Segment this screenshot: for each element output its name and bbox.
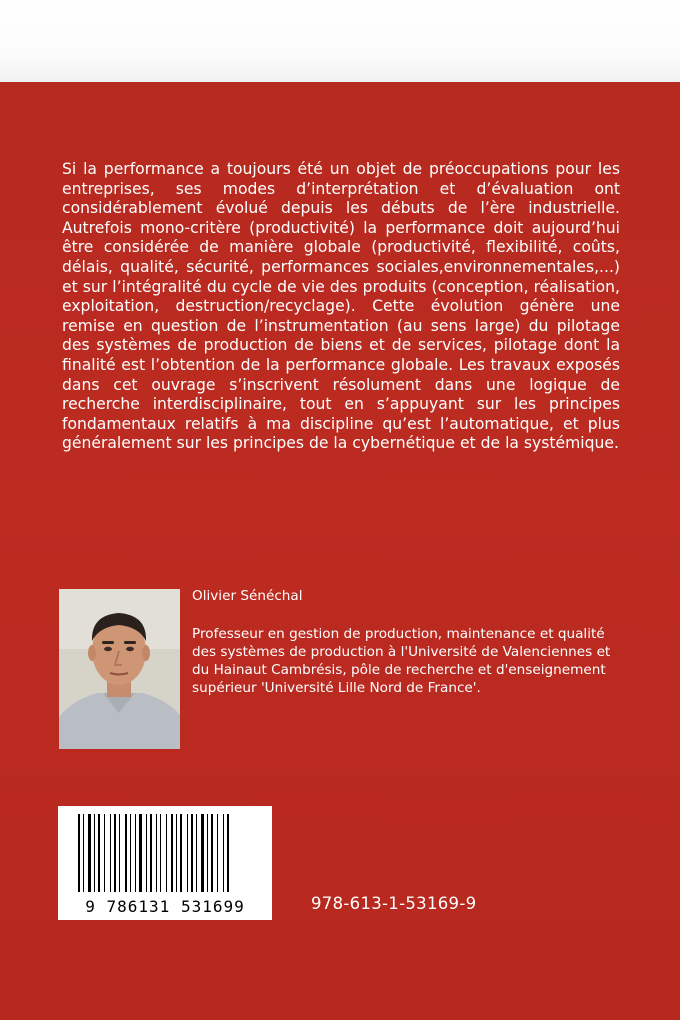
barcode-bar: [180, 814, 182, 892]
barcode-bar: [201, 814, 204, 892]
barcode-bar: [104, 814, 105, 892]
barcode-bar: [227, 814, 229, 892]
barcode-bar: [110, 814, 111, 892]
barcode-bar: [130, 814, 131, 892]
author-bio: Professeur en gestion de production, maintenance et qualité des systèmes de production à l'Université de Valenciennes et du Hainaut Cambrésis, pôle de recherche et d'enseignement supérieur 'Université Lille Nord de France'.: [192, 626, 611, 696]
barcode-bar: [166, 814, 167, 892]
barcode-bar: [135, 814, 136, 892]
barcode-bar: [156, 814, 157, 892]
top-white-margin: [0, 0, 680, 82]
barcode-bar: [196, 814, 197, 892]
barcode: [58, 806, 272, 920]
barcode-bar: [187, 814, 188, 892]
barcode-bar: [146, 814, 147, 892]
barcode-bar: [150, 814, 152, 892]
barcode-bar: [78, 814, 80, 892]
barcode-bar: [176, 814, 177, 892]
barcode-bar: [125, 814, 127, 892]
barcode-bar: [160, 814, 161, 892]
barcode-bar: [217, 814, 218, 892]
isbn-number: 978-613-1-53169-9: [311, 894, 477, 913]
barcode-bar: [171, 814, 173, 892]
barcode-bar: [98, 814, 100, 892]
author-photo: [59, 589, 180, 749]
barcode-bar: [191, 814, 193, 892]
author-portrait-photo: [59, 589, 180, 749]
barcode-bar: [223, 814, 224, 892]
barcode-bar: [211, 814, 213, 892]
barcode-bar: [207, 814, 208, 892]
blurb-text: Si la performance a toujours été un objet de préoccupations pour les entreprises, ses modes d’interprétation et d’évaluation ont considérablement évolué depuis les débuts de l’ère industrielle. Autrefois mono-critère (productivité) la performance doit aujourd’hui être considérée de manière globale (productivité, flexibilité, coûts, délais, qualité, sécurité, performances sociales,environnementales,...) et sur l’intégralité du cycle de vie des produits (conception, réalisation, exploitation, destruction/recyclage). Cette évolution génère une remise en question de l’instrumentation (au sens large) du pilotage des systèmes de production de biens et de services, pilotage dont la finalité est l’obtention de la performance globale. Les travaux exposés dans cet ouvrage s’inscrivent résolument dans une logique de recherche interdisciplinaire, tout en s’appuyant sur les principes fondamentaux relatifs à ma discipline qu’est l’automatique, et plus généralement sur les principes de la cybernétique et de la systémique.: [62, 160, 620, 453]
barcode-bar: [139, 814, 142, 892]
barcode-bar: [114, 814, 116, 892]
barcode-bar: [119, 814, 120, 892]
barcode-bar: [94, 814, 95, 892]
barcode-bar: [83, 814, 84, 892]
barcode-digits: 9 786131 531699: [85, 897, 245, 916]
barcode-bar: [88, 814, 91, 892]
author-name: Olivier Sénéchal: [192, 588, 303, 604]
